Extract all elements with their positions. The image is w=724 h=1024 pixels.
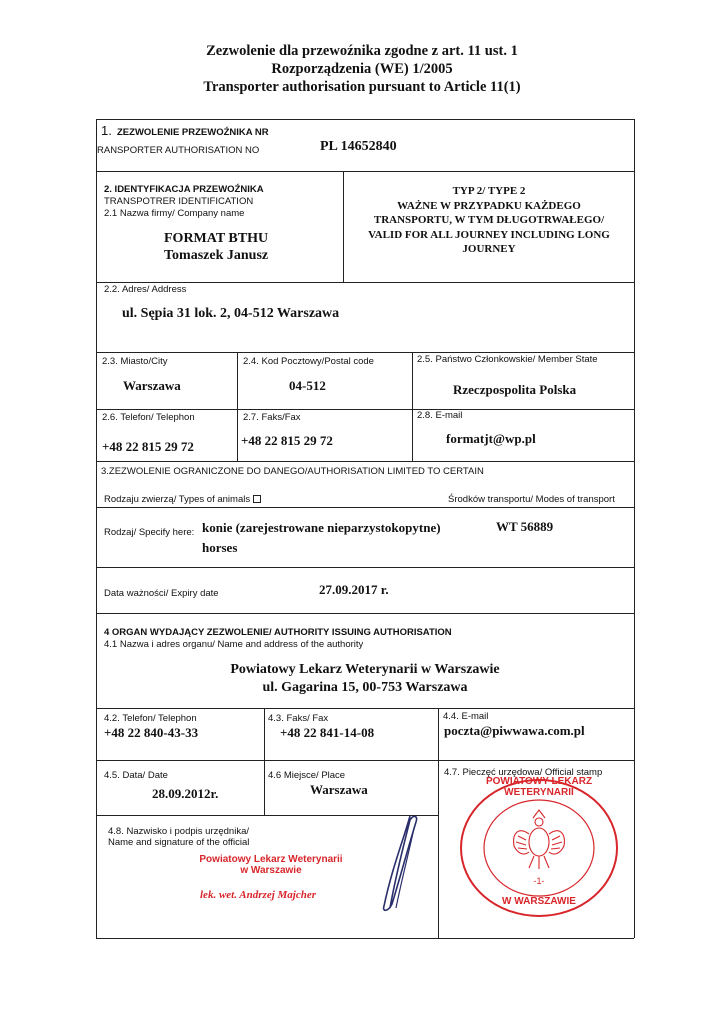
stamp-ring-bottom: W WARSZAWIE bbox=[502, 896, 576, 907]
transport-type-box bbox=[344, 184, 634, 257]
animals-label-row bbox=[104, 494, 261, 505]
type-line-1: TYP 2/ TYPE 2 bbox=[452, 185, 526, 197]
animals-label: Rodzaju zwierzą/ Types of animals bbox=[104, 494, 251, 505]
sec1-number: 1. bbox=[101, 123, 112, 138]
sec3-label: 3.ZEZWOLENIE OGRANICZONE DO DANEGO/AUTHORISATION LIMITED TO CERTAIN bbox=[101, 466, 484, 477]
address-value: ul. Sępia 31 lok. 2, 04-512 Warszawa bbox=[122, 306, 340, 321]
sec4-label-2: 4.1 Nazwa i adres organu/ Name and address of the authority bbox=[104, 639, 364, 650]
sec2-label-2: TRANSPOTRER IDENTIFICATION bbox=[104, 196, 254, 207]
animals-value-1: konie (zarejestrowane nieparzystokopytne) bbox=[202, 520, 441, 535]
modes-label: Środków transportu/ Modes of transport bbox=[448, 494, 615, 505]
official-label-1: 4.8. Nazwisko i podpis urzędnika/ bbox=[108, 826, 249, 837]
authority-name: Powiatowy Lekarz Weterynarii w Warszawie bbox=[230, 662, 500, 677]
sec4-label-1: 4 ORGAN WYDAJĄCY ZEZWOLENIE/ AUTHORITY ISSUING AUTHORISATION bbox=[104, 627, 452, 638]
auth-fax-value: +48 22 841-14-08 bbox=[280, 725, 375, 740]
eagle-emblem-icon bbox=[514, 810, 565, 869]
fax-value: +48 22 815 29 72 bbox=[241, 433, 333, 448]
expiry-label: Data ważności/ Expiry date bbox=[104, 588, 219, 599]
signature-icon bbox=[370, 808, 430, 918]
auth-phone-label: 4.2. Telefon/ Telephon bbox=[104, 713, 197, 724]
auth-email-label: 4.4. E-mail bbox=[443, 711, 489, 722]
owner-name: Tomaszek Janusz bbox=[164, 248, 269, 263]
expiry-value: 27.09.2017 r. bbox=[319, 582, 389, 597]
date-label: 4.5. Data/ Date bbox=[104, 770, 168, 781]
company-name: FORMAT BTHU bbox=[164, 231, 269, 246]
auth-email-value: poczta@piwwawa.com.pl bbox=[444, 723, 585, 738]
email-label: 2.8. E-mail bbox=[417, 410, 463, 421]
title-line-3: Transporter authorisation pursuant to Article 11(1) bbox=[203, 79, 521, 95]
sec1-label-en: RANSPORTER AUTHORISATION NO bbox=[97, 145, 260, 156]
state-value: Rzeczpospolita Polska bbox=[453, 382, 577, 397]
address-label: 2.2. Adres/ Address bbox=[104, 284, 187, 295]
official-stamp-line-2: w Warszawie bbox=[240, 865, 302, 876]
official-stamp-line-3: lek. wet. Andrzej Majcher bbox=[200, 889, 317, 901]
sec2-label-3: 2.1 Nazwa firmy/ Company name bbox=[104, 208, 245, 219]
type-line-3: TRANSPORTU, W TYM DŁUGOTRWAŁEGO/ bbox=[373, 214, 605, 226]
authorisation-number: PL 14652840 bbox=[320, 139, 397, 154]
authority-address: ul. Gagarina 15, 00-753 Warszawa bbox=[262, 680, 468, 695]
type-line-5: JOURNEY bbox=[462, 243, 516, 255]
sec1-label-pl: ZEZWOLENIE PRZEWOŹNIKA NR bbox=[117, 127, 269, 138]
sec2-label-1: 2. IDENTYFIKACJA PRZEWOŹNIKA bbox=[104, 184, 264, 195]
place-value: Warszawa bbox=[310, 782, 368, 797]
phone-value: +48 22 815 29 72 bbox=[102, 439, 194, 454]
city-value: Warszawa bbox=[123, 378, 181, 393]
state-label: 2.5. Państwo Członkowskie/ Member State bbox=[417, 354, 598, 365]
animals-value-2: horses bbox=[202, 540, 238, 555]
date-value: 28.09.2012r. bbox=[152, 786, 219, 801]
official-stamp-line-1: Powiatowy Lekarz Weterynarii bbox=[199, 854, 343, 865]
stamp-label: 4.7. Pieczęć urzędowa/ Official stamp bbox=[444, 767, 603, 778]
auth-phone-value: +48 22 840-43-33 bbox=[104, 725, 199, 740]
city-label: 2.3. Miasto/City bbox=[102, 356, 168, 367]
official-label-2: Name and signature of the official bbox=[108, 837, 250, 848]
animals-checkbox[interactable] bbox=[253, 495, 261, 503]
stamp-number: -1- bbox=[533, 876, 545, 886]
auth-fax-label: 4.3. Faks/ Fax bbox=[268, 713, 329, 724]
phone-label: 2.6. Telefon/ Telephon bbox=[102, 412, 195, 423]
postal-value: 04-512 bbox=[289, 378, 326, 393]
postal-label: 2.4. Kod Pocztowy/Postal code bbox=[243, 356, 374, 367]
title-line-2: Rozporządzenia (WE) 1/2005 bbox=[271, 61, 453, 77]
title-line-1: Zezwolenie dla przewoźnika zgodne z art. 11 ust. 1 bbox=[206, 43, 518, 59]
type-line-2: WAŻNE W PRZYPADKU KAŻDEGO bbox=[397, 199, 581, 212]
type-line-4: VALID FOR ALL JOURNEY INCLUDING LONG bbox=[368, 228, 610, 241]
stamp-ring-top: POWIATOWY LEKARZ WETERYNARII bbox=[485, 776, 593, 798]
fax-label: 2.7. Faks/Fax bbox=[243, 412, 301, 423]
place-label: 4.6 Miejsce/ Place bbox=[268, 770, 346, 781]
specify-label: Rodzaj/ Specify here: bbox=[104, 527, 195, 538]
email-value: formatjt@wp.pl bbox=[446, 431, 536, 446]
transport-value: WT 56889 bbox=[496, 519, 554, 534]
